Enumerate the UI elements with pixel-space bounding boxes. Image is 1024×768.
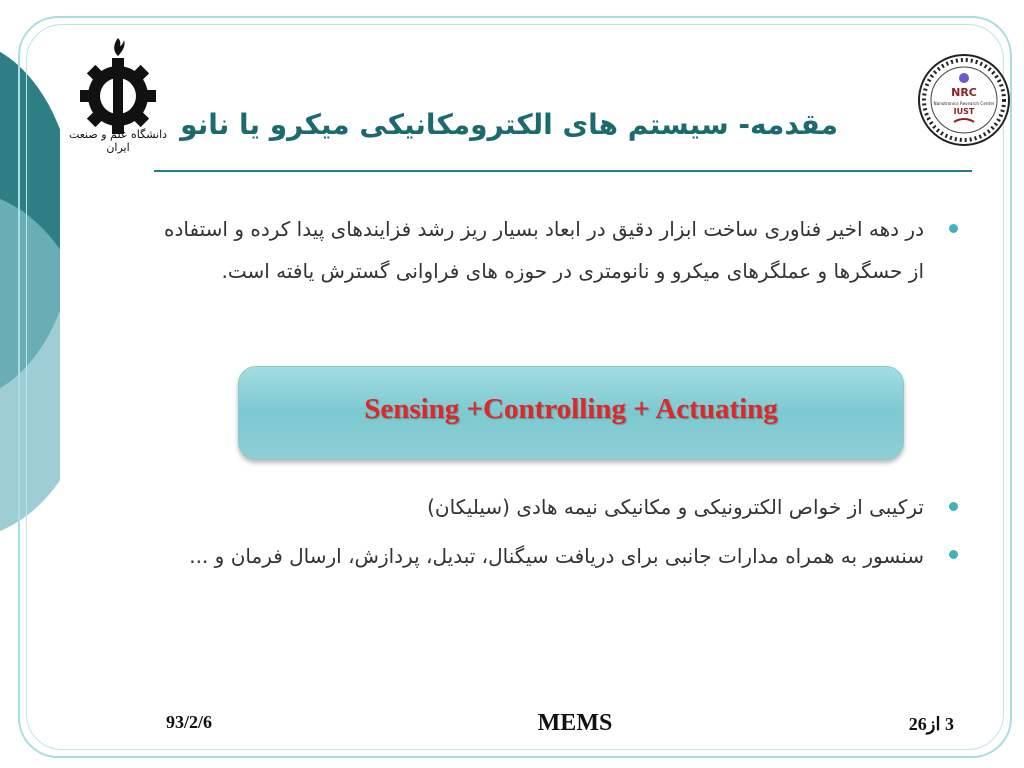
intro-paragraph: در دهه اخیر فناوری ساخت ابزار دقیق در ابعاد بسیار ریز رشد فزایندهای پیدا کرده و استفاده از حسگرها و عملگرهای میکرو و نانومتری در حوزه های فراوانی گسترش یافته است.: [164, 217, 924, 283]
banner-text: Sensing +Controlling + Actuating: [364, 393, 778, 425]
seal-line-2: Nanotronics Research Center: [933, 101, 995, 106]
slide-title: مقدمه- سیستم های الکترومکانیکی میکرو یا نانو: [180, 108, 838, 141]
bullet-dot: [949, 502, 958, 511]
seal-line-1: NRC: [951, 86, 977, 99]
highlight-banner: [238, 366, 904, 460]
footer-title: MEMS: [537, 710, 613, 736]
bullet-item: سنسور به همراه مدارات جانبی برای دریافت سیگنال، تبدیل، پردازش، ارسال فرمان و ...: [189, 544, 924, 568]
university-logo-caption: دانشگاه علم و صنعت ایران: [68, 128, 168, 154]
seal-line-3: IUST: [953, 107, 975, 116]
bullet-dot: [949, 224, 958, 233]
footer-page-number: 3 از26: [908, 714, 954, 734]
bullet-dot: [949, 550, 958, 559]
bullet-item: ترکیبی از خواص الکترونیکی و مکانیکی نیمه هادی (سیلیکان): [427, 495, 924, 519]
research-center-seal-icon: [916, 52, 1012, 148]
footer-date: 93/2/6: [166, 712, 213, 732]
title-divider: [154, 170, 972, 172]
